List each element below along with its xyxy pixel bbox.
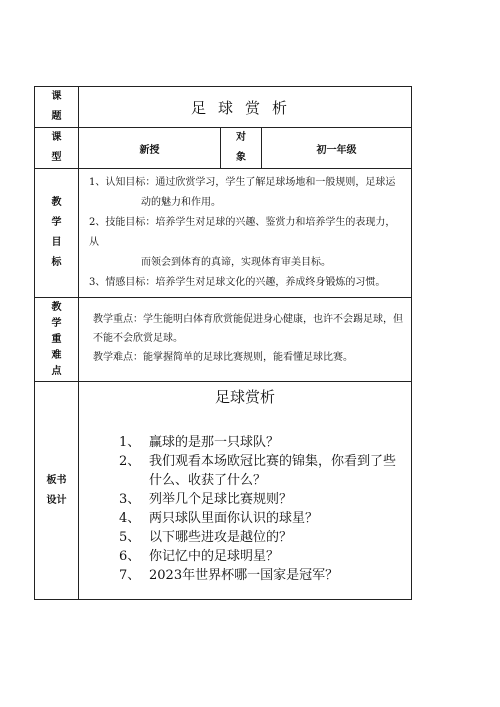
lesson-plan-table — [34, 86, 412, 600]
row-topic — [35, 87, 412, 128]
focus-line-2: 不能不会欣赏足球。 — [93, 333, 183, 344]
lesson-title: 足球赏析 — [79, 87, 412, 128]
difficulty-line: 教学难点：能掌握简单的足球比赛规则，能看懂足球比赛。 — [93, 352, 353, 363]
list-item: 1、 赢球的是那一只球队？ — [119, 435, 280, 450]
row-key-points — [35, 298, 412, 382]
list-item: 2、 我们观看本场欧冠比赛的锦集，你看到了些什么、收获了什么？ — [119, 454, 397, 488]
row-objectives — [35, 169, 412, 298]
board-content — [79, 382, 412, 600]
objective-1-line-1: 1、认知目标：通过欣赏学习，学生了解足球场地和一般规则，足球运 — [89, 177, 396, 188]
row-board — [35, 382, 412, 600]
row-type — [35, 128, 412, 169]
objectives-content — [79, 169, 412, 298]
label-audience: 对 象 — [221, 128, 262, 169]
objective-2-line-2: 而领会到体育的真谛，实现体育审美目标。 — [141, 257, 331, 268]
audience-value: 初一年级 — [262, 128, 412, 169]
label-objectives: 教 学 目 标 — [35, 169, 79, 298]
list-item: 4、 两只球队里面你认识的球星？ — [119, 511, 319, 526]
list-item: 6、 你记忆中的足球明星？ — [119, 549, 280, 564]
focus-line-1: 教学重点：学生能明白体育欣赏能促进身心健康，也许不会踢足球，但 — [93, 314, 403, 325]
list-item: 7、 2023年世界杯哪一国家是冠军？ — [119, 568, 339, 583]
board-title: 足球赏析 — [215, 388, 276, 406]
label-topic: 课 题 — [35, 87, 79, 128]
label-key-points: 教 学 重 难 点 — [35, 298, 79, 382]
list-item: 5、 以下哪些进攻是越位的？ — [119, 530, 293, 545]
objective-3-line-1: 3、情感目标：培养学生对足球文化的兴趣，养成终身锻炼的习惯。 — [89, 277, 386, 288]
key-points-content — [79, 298, 412, 382]
board-question-list — [79, 433, 411, 585]
label-board: 板书 设计 — [35, 382, 79, 600]
lesson-type-value: 新授 — [79, 128, 221, 169]
label-type: 课 型 — [35, 128, 79, 169]
list-item: 3、 列举几个足球比赛规则？ — [119, 492, 293, 507]
objective-2-line-1: 2、技能目标：培养学生对足球的兴趣、鉴赏力和培养学生的表现力，从 — [89, 217, 396, 248]
objective-1-line-2: 动的魅力和作用。 — [141, 197, 221, 208]
